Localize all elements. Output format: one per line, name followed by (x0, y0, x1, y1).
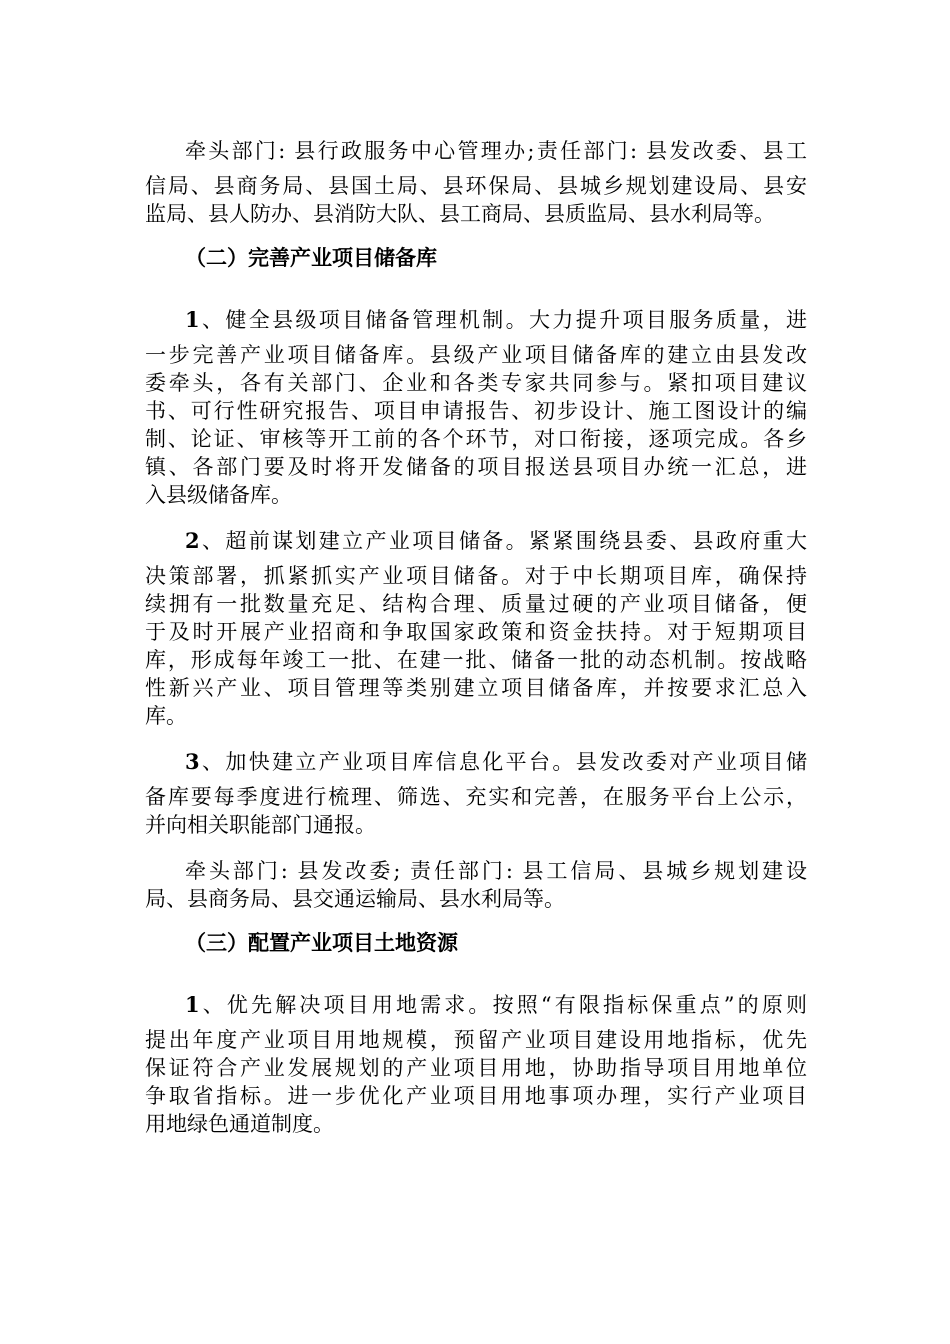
paragraph-line: 局、县商务局、县交通运输局、县水利局等。 (145, 887, 565, 911)
paragraph-line (185, 990, 807, 1020)
paragraph-line: 用地绿色通道制度。 (145, 1112, 334, 1136)
paragraph-line: 镇、各部门要及时将开发储备的项目报送县项目办统一汇总，进 (145, 455, 807, 479)
paragraph-line (185, 305, 807, 335)
paragraph-line (185, 526, 807, 556)
paragraph-line: 委牵头，各有关部门、企业和各类专家共同参与。紧扣项目建议 (145, 371, 807, 395)
paragraph-line: 保证符合产业发展规划的产业项目用地，协助指导项目用地单位 (145, 1056, 807, 1080)
paragraph-line: 牵头部门: 县发改委; 责任部门: 县工信局、县城乡规划建设 (185, 859, 807, 883)
paragraph-line: 入县级储备库。 (145, 483, 292, 507)
paragraph-line: 提出年度产业项目用地规模，预留产业项目建设用地指标，优先 (145, 1028, 807, 1052)
paragraph-line: 一步完善产业项目储备库。县级产业项目储备库的建立由县发改 (145, 343, 807, 367)
paragraph-line: 书、可行性研究报告、项目申请报告、初步设计、施工图设计的编 (145, 399, 807, 423)
item-number: 1 (185, 992, 200, 1017)
paragraph-line: 牵头部门: 县行政服务中心管理办;责任部门: 县发改委、县工 (185, 139, 807, 163)
paragraph-line: 备库要每季度进行梳理、筛选、充实和完善，在服务平台上公示， (145, 785, 807, 809)
item-number: 3 (185, 749, 200, 774)
item-number: 2 (185, 528, 200, 553)
paragraph-line: 并向相关职能部门通报。 (145, 813, 376, 837)
paragraph-line: 监局、县人防办、县消防大队、县工商局、县质监局、县水利局等。 (145, 202, 775, 226)
item-text: 、超前谋划建立产业项目储备。紧紧围绕县委、县政府重大 (199, 529, 807, 553)
paragraph-line: 争取省指标。进一步优化产业项目用地事项办理，实行产业项目 (145, 1084, 807, 1108)
paragraph-line: 信局、县商务局、县国土局、县环保局、县城乡规划建设局、县安 (145, 174, 807, 198)
paragraph-line: 续拥有一批数量充足、结构合理、质量过硬的产业项目储备，便 (145, 592, 807, 616)
item-text: 、加快建立产业项目库信息化平台。县发改委对产业项目储 (199, 750, 807, 774)
item-text: 、优先解决项目用地需求。按照“有限指标保重点”的原则 (199, 993, 807, 1017)
paragraph-line: 于及时开展产业招商和争取国家政策和资金扶持。对于短期项目 (145, 620, 807, 644)
section-heading: （三）配置产业项目土地资源 (185, 930, 458, 955)
paragraph-line: 库。 (145, 704, 187, 728)
paragraph-line: 决策部署，抓紧抓实产业项目储备。对于中长期项目库，确保持 (145, 564, 807, 588)
paragraph-line: 制、论证、审核等开工前的各个环节，对口衔接，逐项完成。各乡 (145, 427, 807, 451)
section-heading: （二）完善产业项目储备库 (185, 245, 437, 270)
item-text: 、健全县级项目储备管理机制。大力提升项目服务质量，进 (199, 308, 807, 332)
paragraph-line (185, 747, 807, 777)
paragraph-line: 性新兴产业、项目管理等类别建立项目储备库，并按要求汇总入 (145, 676, 807, 700)
paragraph-line: 库，形成每年竣工一批、在建一批、储备一批的动态机制。按战略 (145, 648, 807, 672)
item-number: 1 (185, 307, 200, 332)
